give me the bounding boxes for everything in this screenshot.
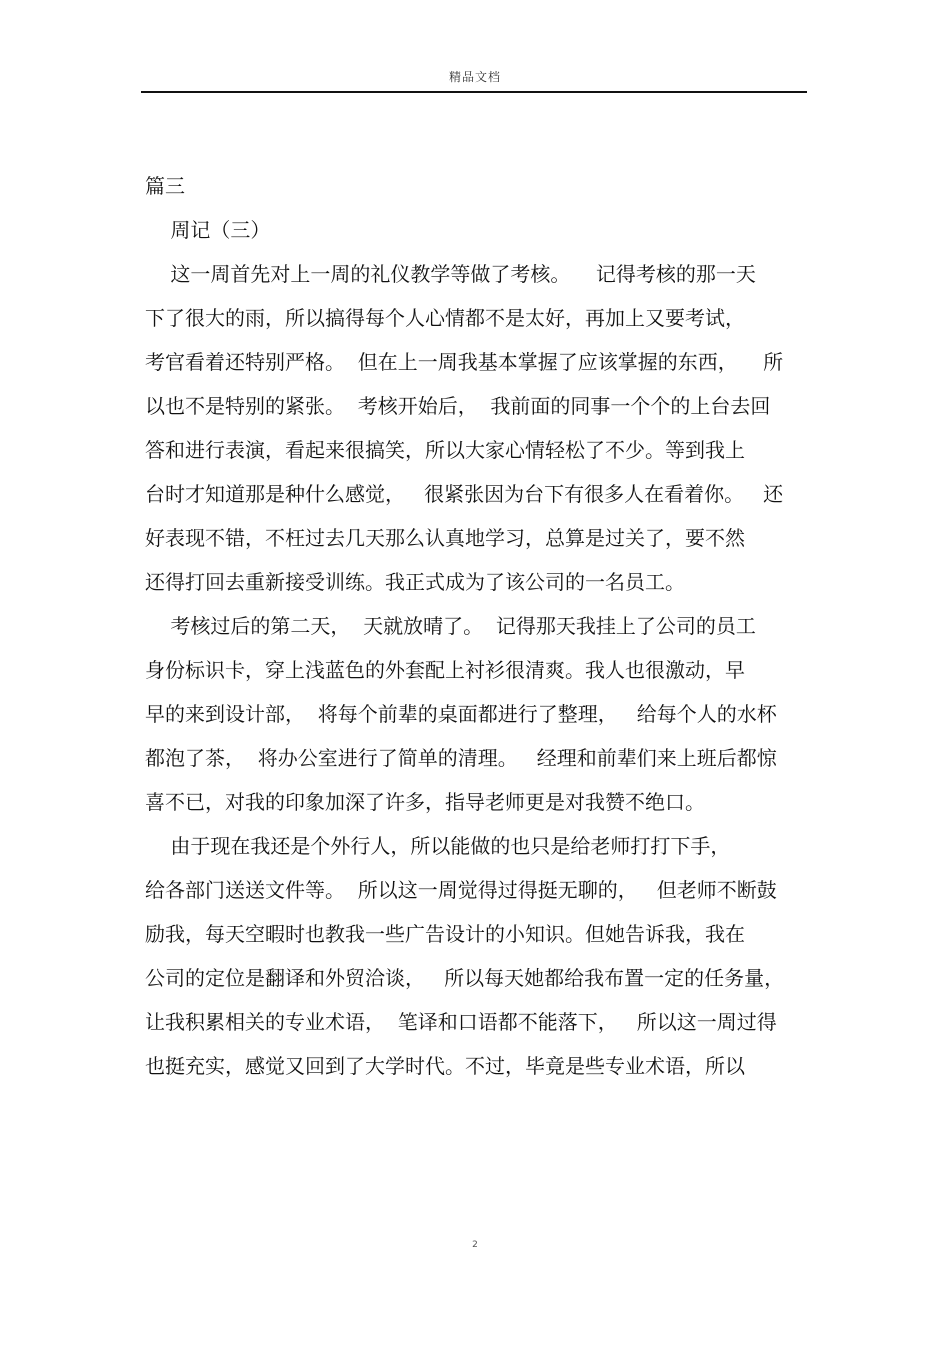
text-line: 也挺充实，感觉又回到了大学时代。不过，毕竟是些专业术语，所以 <box>145 1054 745 1078</box>
header-title: 精品文档 <box>448 70 501 84</box>
text-line: 都泡了茶， 将办公室进行了简单的清理。 经理和前辈们来上班后都惊 <box>145 746 777 770</box>
text-line: 以也不是特别的紧张。 考核开始后， 我前面的同事一个个的上台去回 <box>145 394 771 418</box>
text-line: 由于现在我还是个外行人，所以能做的也只是给老师打打下手， <box>145 834 731 858</box>
text-line: 公司的定位是翻译和外贸洽谈， 所以每天她都给我布置一定的任务量， <box>145 966 785 990</box>
body-text <box>145 170 807 1094</box>
text-line: 考核过后的第二天， 天就放晴了。 记得那天我挂上了公司的员工 <box>145 614 756 638</box>
text-line: 这一周首先对上一周的礼仪教学等做了考核。 记得考核的那一天 <box>145 262 756 286</box>
text-line: 台时才知道那是种什么感觉， 很紧张因为台下有很多人在看着你。 还 <box>145 482 784 506</box>
text-line: 下了很大的雨，所以搞得每个人心情都不是太好，再加上又要考试， <box>145 306 745 330</box>
text-line: 让我积累相关的专业术语， 笔译和口语都不能落下， 所以这一周过得 <box>145 1010 777 1034</box>
text-line: 还得打回去重新接受训练。我正式成为了该公司的一名员工。 <box>145 570 685 594</box>
text-line: 励我，每天空暇时也教我一些广告设计的小知识。但她告诉我，我在 <box>145 922 745 946</box>
text-line: 答和进行表演，看起来很搞笑，所以大家心情轻松了不少。等到我上 <box>145 438 745 462</box>
text-line: 喜不已，对我的印象加深了许多，指导老师更是对我赞不绝口。 <box>145 790 705 814</box>
text-line: 给各部门送送文件等。 所以这一周觉得过得挺无聊的， 但老师不断鼓 <box>145 878 777 902</box>
page-number: 2 <box>472 1240 478 1250</box>
text-line: 早的来到设计部， 将每个前辈的桌面都进行了整理， 给每个人的水杯 <box>145 702 777 726</box>
header-divider <box>141 91 807 93</box>
essay-subtitle: 周记（三） <box>145 218 271 242</box>
section-title: 篇三 <box>145 174 185 198</box>
text-line: 考官看着还特别严格。 但在上一周我基本掌握了应该掌握的东西， 所 <box>145 350 784 374</box>
text-line: 身份标识卡，穿上浅蓝色的外套配上衬衫很清爽。我人也很激动，早 <box>145 658 745 682</box>
text-line: 好表现不错，不枉过去几天那么认真地学习，总算是过关了，要不然 <box>145 526 745 550</box>
